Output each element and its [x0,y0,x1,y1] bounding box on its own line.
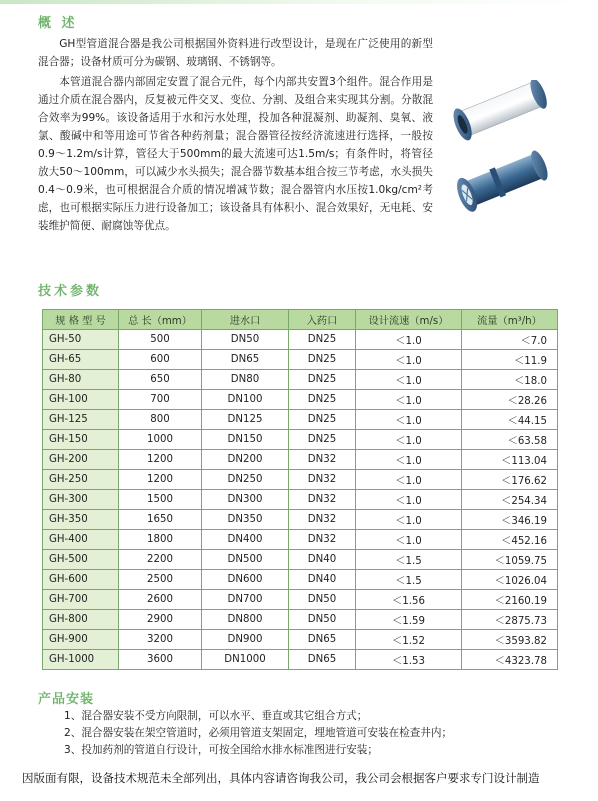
table-row [43,510,558,530]
table-cell: GH-150 [43,430,119,450]
table-cell: GH-900 [43,630,119,650]
overview-paragraph-1: GH型管道混合器是我公司根据国外资料进行改型设计，是现在广泛使用的新型混合器；设备材质可分为碳钢、玻璃钢、不锈钢等。 [38,38,433,68]
install-step: 2、混合器安装在架空管道时，必须用管道支架固定，埋地管道可安装在检查井内； [64,727,453,739]
table-cell: DN32 [289,530,356,550]
table-row [43,350,558,370]
install-step: 1、混合器安装不受方向限制，可以水平、垂直或其它组合方式； [64,710,368,722]
table-row [43,430,558,450]
white-mixer-pipe [450,80,551,143]
table-cell: DN50 [202,330,289,350]
table-cell: DN32 [289,490,356,510]
install-steps [64,708,452,759]
table-cell: 3200 [119,630,202,650]
table-row [43,410,558,430]
table-cell: ＜1.5 [356,550,462,570]
table-cell: DN900 [202,630,289,650]
table-cell: ＜1.0 [356,430,462,450]
table-cell: ＜11.9 [462,350,558,370]
col-header-flow: 流量（m³/h） [462,310,558,330]
table-cell: GH-700 [43,590,119,610]
table-cell: DN40 [289,570,356,590]
table-cell: ＜1.56 [356,590,462,610]
table-cell: DN800 [202,610,289,630]
table-cell: 650 [119,370,202,390]
top-decor-strip [0,0,598,4]
table-cell: GH-250 [43,470,119,490]
spec-table [42,309,558,670]
table-cell: GH-1000 [43,650,119,670]
table-cell: 1200 [119,470,202,490]
table-cell: 600 [119,350,202,370]
col-header-model: 规 格 型 号 [43,310,119,330]
pipe-mixer-photo [446,80,556,218]
table-cell: ＜1.0 [356,390,462,410]
overview-title: 概 述 [38,16,78,31]
table-row [43,630,558,650]
col-header-length: 总 长（mm） [119,310,202,330]
table-cell: ＜3593.82 [462,630,558,650]
table-row [43,550,558,570]
table-cell: DN300 [202,490,289,510]
table-cell: ＜28.26 [462,390,558,410]
table-cell: GH-500 [43,550,119,570]
table-cell: ＜254.34 [462,490,558,510]
table-cell: DN65 [289,650,356,670]
table-cell: DN350 [202,510,289,530]
table-cell: ＜1.5 [356,570,462,590]
table-cell: GH-400 [43,530,119,550]
table-cell: DN25 [289,390,356,410]
table-cell: DN1000 [202,650,289,670]
table-cell: ＜2875.73 [462,610,558,630]
table-cell: GH-350 [43,510,119,530]
table-cell: DN400 [202,530,289,550]
table-cell: DN200 [202,450,289,470]
table-cell: ＜176.62 [462,470,558,490]
table-cell: 2600 [119,590,202,610]
table-cell: 2200 [119,550,202,570]
table-cell: 700 [119,390,202,410]
table-row [43,590,558,610]
table-cell: ＜1.0 [356,450,462,470]
table-cell: ＜1.0 [356,410,462,430]
table-cell: 1200 [119,450,202,470]
table-cell: DN50 [289,610,356,630]
table-row [43,470,558,490]
table-cell: DN80 [202,370,289,390]
table-cell: 1650 [119,510,202,530]
table-cell: ＜63.58 [462,430,558,450]
table-cell: DN32 [289,510,356,530]
table-cell: 2500 [119,570,202,590]
table-cell: 500 [119,330,202,350]
col-header-inlet: 进水口 [202,310,289,330]
table-cell: ＜18.0 [462,370,558,390]
table-cell: ＜346.19 [462,510,558,530]
table-row [43,650,558,670]
table-cell: ＜1.0 [356,470,462,490]
table-cell: ＜113.04 [462,450,558,470]
table-cell: DN65 [202,350,289,370]
table-cell: DN100 [202,390,289,410]
table-cell: ＜1.0 [356,490,462,510]
table-row [43,390,558,410]
table-cell: 2900 [119,610,202,630]
table-cell: ＜452.16 [462,530,558,550]
table-cell: ＜1059.75 [462,550,558,570]
table-cell: GH-125 [43,410,119,430]
table-cell: GH-200 [43,450,119,470]
table-row [43,530,558,550]
table-row [43,450,558,470]
table-row [43,330,558,350]
table-cell: ＜1.52 [356,630,462,650]
table-cell: DN25 [289,430,356,450]
table-cell: GH-800 [43,610,119,630]
install-step: 3、投加药剂的管道自行设计，可按全国给水排水标准图进行安装； [64,744,378,756]
table-cell: DN500 [202,550,289,570]
table-cell: DN25 [289,350,356,370]
table-cell: ＜2160.19 [462,590,558,610]
table-cell: 1800 [119,530,202,550]
table-cell: ＜1.0 [356,510,462,530]
table-cell: DN125 [202,410,289,430]
table-cell: DN50 [289,590,356,610]
table-cell: GH-100 [43,390,119,410]
table-cell: DN600 [202,570,289,590]
table-cell: 3600 [119,650,202,670]
table-cell: ＜44.15 [462,410,558,430]
footer-note: 因版面有限，设备技术规范未全部列出，具体内容请咨询我公司，我公司会根据客户要求专门设计制造 [22,771,540,785]
install-title: 产品安装 [38,692,95,707]
table-row [43,490,558,510]
table-cell: GH-65 [43,350,119,370]
table-cell: 1500 [119,490,202,510]
table-cell: DN25 [289,370,356,390]
table-cell: GH-600 [43,570,119,590]
params-title: 技术参数 [38,284,103,299]
table-cell: ＜4323.78 [462,650,558,670]
table-cell: GH-80 [43,370,119,390]
table-cell: DN65 [289,630,356,650]
col-header-dosing-port: 入药口 [289,310,356,330]
table-cell: DN32 [289,470,356,490]
table-cell: ＜1026.04 [462,570,558,590]
table-cell: DN40 [289,550,356,570]
table-cell: DN32 [289,450,356,470]
overview-paragraph-2: 本管道混合器内部固定安置了混合元件，每个内部共安置3个组件。混合作用是通过介质在混合器内，反复被元件交叉、变位、分割、及组合来实现其分割。分散混合效率为99%。该设备适用于水和污水处理，投加各种混凝剂、助凝剂、臭氧、液氯、酸碱中和等用途可节省各种药剂量；混合器管径按经济流速进行选择，一般按0.9～1.2m/s计算，管径大于500mm的最大流速可达1.5m/s；有条件时，将管径放大50～100mm，可以减少水头损失；混合器节数基本组合按三节考虑，水头损失0.4～0.9米，也可根据混合介质的情况增减节数；混合器管内水压按1.0kg/cm²考虑，也可根据实际压力进行设备加工；该设备具有体积小、混合效果好，无电耗、安装维护简便、耐腐蚀等优点。 [38,76,433,232]
table-cell: ＜1.0 [356,530,462,550]
spec-table-body [43,330,558,670]
table-cell: 800 [119,410,202,430]
col-header-velocity: 设计流速（m/s） [356,310,462,330]
table-cell: ＜1.59 [356,610,462,630]
table-cell: DN250 [202,470,289,490]
table-cell: DN25 [289,410,356,430]
table-cell: DN700 [202,590,289,610]
table-header-row [43,310,558,330]
table-row [43,370,558,390]
table-cell: DN25 [289,330,356,350]
table-cell: DN150 [202,430,289,450]
table-row [43,610,558,630]
table-cell: 1000 [119,430,202,450]
table-cell: ＜1.0 [356,370,462,390]
table-cell: GH-50 [43,330,119,350]
table-cell: ＜7.0 [462,330,558,350]
table-cell: GH-300 [43,490,119,510]
table-cell: ＜1.0 [356,330,462,350]
blue-mixer-pipe [453,147,552,215]
table-cell: ＜1.0 [356,350,462,370]
table-cell: ＜1.53 [356,650,462,670]
table-row [43,570,558,590]
